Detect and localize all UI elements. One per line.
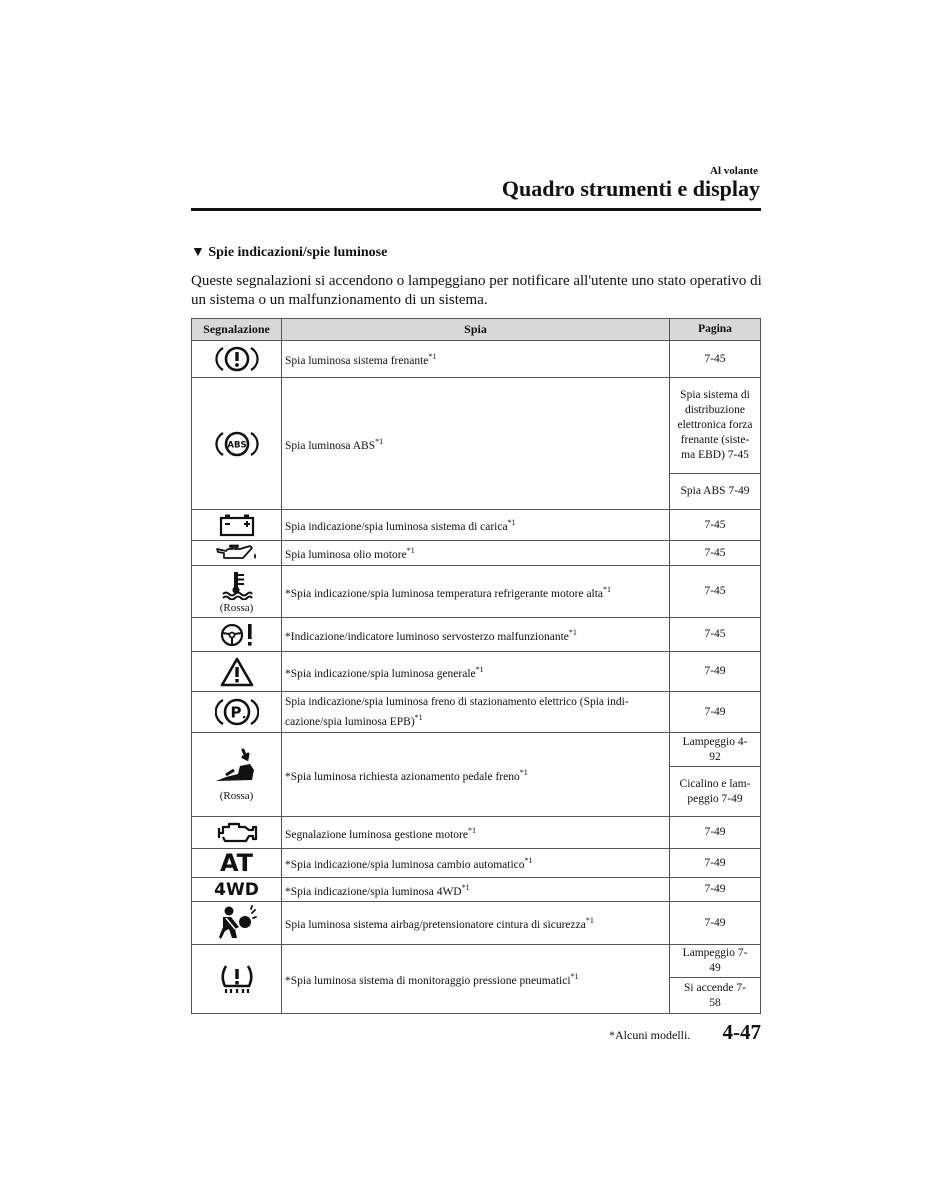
epb-icon bbox=[192, 692, 282, 733]
brake-warning-icon bbox=[192, 341, 282, 378]
coolant-temp-icon bbox=[192, 566, 282, 618]
footnote: *Alcuni modelli. bbox=[609, 1028, 691, 1042]
row-page: Lampeggio 4-92 bbox=[670, 733, 761, 767]
table-row bbox=[192, 849, 761, 878]
table-row bbox=[192, 541, 761, 566]
row-page: 7-49 bbox=[670, 817, 761, 849]
section-label: Al volante bbox=[710, 165, 758, 177]
title-divider bbox=[191, 208, 761, 211]
brake-pedal-icon bbox=[192, 733, 282, 817]
row-page: 7-49 bbox=[670, 692, 761, 733]
icon-caption: (Rossa) bbox=[219, 789, 254, 802]
row-page: 7-45 bbox=[670, 510, 761, 541]
svg-text:ABS: ABS bbox=[226, 440, 247, 450]
icon-caption: (Rossa) bbox=[219, 601, 254, 614]
row-page: Lampeggio 7-49 bbox=[670, 945, 761, 978]
battery-icon bbox=[192, 510, 282, 541]
row-description: Segnalazione luminosa gestione motore$^{*1}$ bbox=[282, 817, 670, 849]
table-row bbox=[192, 618, 761, 652]
svg-text:P: P bbox=[230, 703, 241, 722]
row-page: Spia sistema di distribuzione elettronica forza frenante (siste-ma EBD) 7-45 bbox=[670, 378, 761, 474]
row-page: 7-49 bbox=[670, 652, 761, 692]
table-row bbox=[192, 378, 761, 474]
table-row bbox=[192, 945, 761, 978]
row-description: Spia luminosa ABS$^{*1}$ bbox=[282, 378, 670, 510]
table-header-row bbox=[192, 319, 761, 341]
page-title: Quadro strumenti e display bbox=[501, 176, 760, 201]
row-description: Spia luminosa olio motore$^{*1}$ bbox=[282, 541, 670, 566]
row-description: Spia luminosa sistema frenante$^{*1}$ bbox=[282, 341, 670, 378]
header-page: Pagina bbox=[670, 319, 761, 341]
table-row bbox=[192, 878, 761, 902]
row-description: *Spia indicazione/spia luminosa cambio automatico$^{*1}$ bbox=[282, 849, 670, 878]
row-description: *Spia indicazione/spia luminosa 4WD$^{*1}$ bbox=[282, 878, 670, 902]
tpms-icon bbox=[192, 945, 282, 1014]
row-page: 7-45 bbox=[670, 618, 761, 652]
4wd-text-icon: 4WD bbox=[192, 878, 282, 902]
intro-paragraph: Queste segnalazioni si accendono o lampeggiano per notificare all'utente uno stato operativo di un sistema o un malfunzionamento di un sistema. bbox=[191, 273, 762, 308]
abs-warning-icon bbox=[192, 378, 282, 510]
row-page: 7-45 bbox=[670, 541, 761, 566]
row-description: *Spia indicazione/spia luminosa generale$^{*1}$ bbox=[282, 652, 670, 692]
row-page: 7-49 bbox=[670, 849, 761, 878]
table-row bbox=[192, 652, 761, 692]
row-page: 7-49 bbox=[670, 878, 761, 902]
table-row bbox=[192, 510, 761, 541]
table-row bbox=[192, 817, 761, 849]
power-steering-icon bbox=[192, 618, 282, 652]
row-page: Si accende 7-58 bbox=[670, 978, 761, 1014]
row-description: Spia luminosa sistema airbag/pretensionatore cintura di sicurezza$^{*1}$ bbox=[282, 902, 670, 945]
row-description: *Spia indicazione/spia luminosa temperatura refrigerante motore alta$^{*1}$ bbox=[282, 566, 670, 618]
table-row bbox=[192, 902, 761, 945]
warning-lights-table bbox=[191, 318, 761, 1014]
table-row bbox=[192, 341, 761, 378]
table-row bbox=[192, 566, 761, 618]
page-number: 4-47 bbox=[722, 1020, 761, 1044]
row-page: Spia ABS 7-49 bbox=[670, 474, 761, 510]
row-description: Spia indicazione/spia luminosa sistema di carica$^{*1}$ bbox=[282, 510, 670, 541]
row-description: Spia indicazione/spia luminosa freno di stazionamento elettrico (Spia indi-cazione/spia luminosa EPB)$^{*1}$ bbox=[282, 692, 670, 733]
table-row bbox=[192, 692, 761, 733]
row-description: *Spia luminosa sistema di monitoraggio pressione pneumatici$^{*1}$ bbox=[282, 945, 670, 1014]
engine-check-icon bbox=[192, 817, 282, 849]
row-page: Cicalino e lam-peggio 7-49 bbox=[670, 767, 761, 817]
at-text-icon: AT bbox=[192, 849, 282, 878]
header-signal: Segnalazione bbox=[192, 319, 282, 341]
oil-can-icon bbox=[192, 541, 282, 566]
row-description: *Indicazione/indicatore luminoso servosterzo malfunzionante$^{*1}$ bbox=[282, 618, 670, 652]
table-row bbox=[192, 733, 761, 767]
airbag-icon bbox=[192, 902, 282, 945]
row-description: *Spia luminosa richiesta azionamento pedale freno$^{*1}$ bbox=[282, 733, 670, 817]
row-page: 7-45 bbox=[670, 566, 761, 618]
row-page: 7-45 bbox=[670, 341, 761, 378]
subheading: ▼ Spie indicazioni/spie luminose bbox=[191, 245, 388, 260]
general-warning-icon bbox=[192, 652, 282, 692]
header-light: Spia bbox=[282, 319, 670, 341]
row-page: 7-49 bbox=[670, 902, 761, 945]
